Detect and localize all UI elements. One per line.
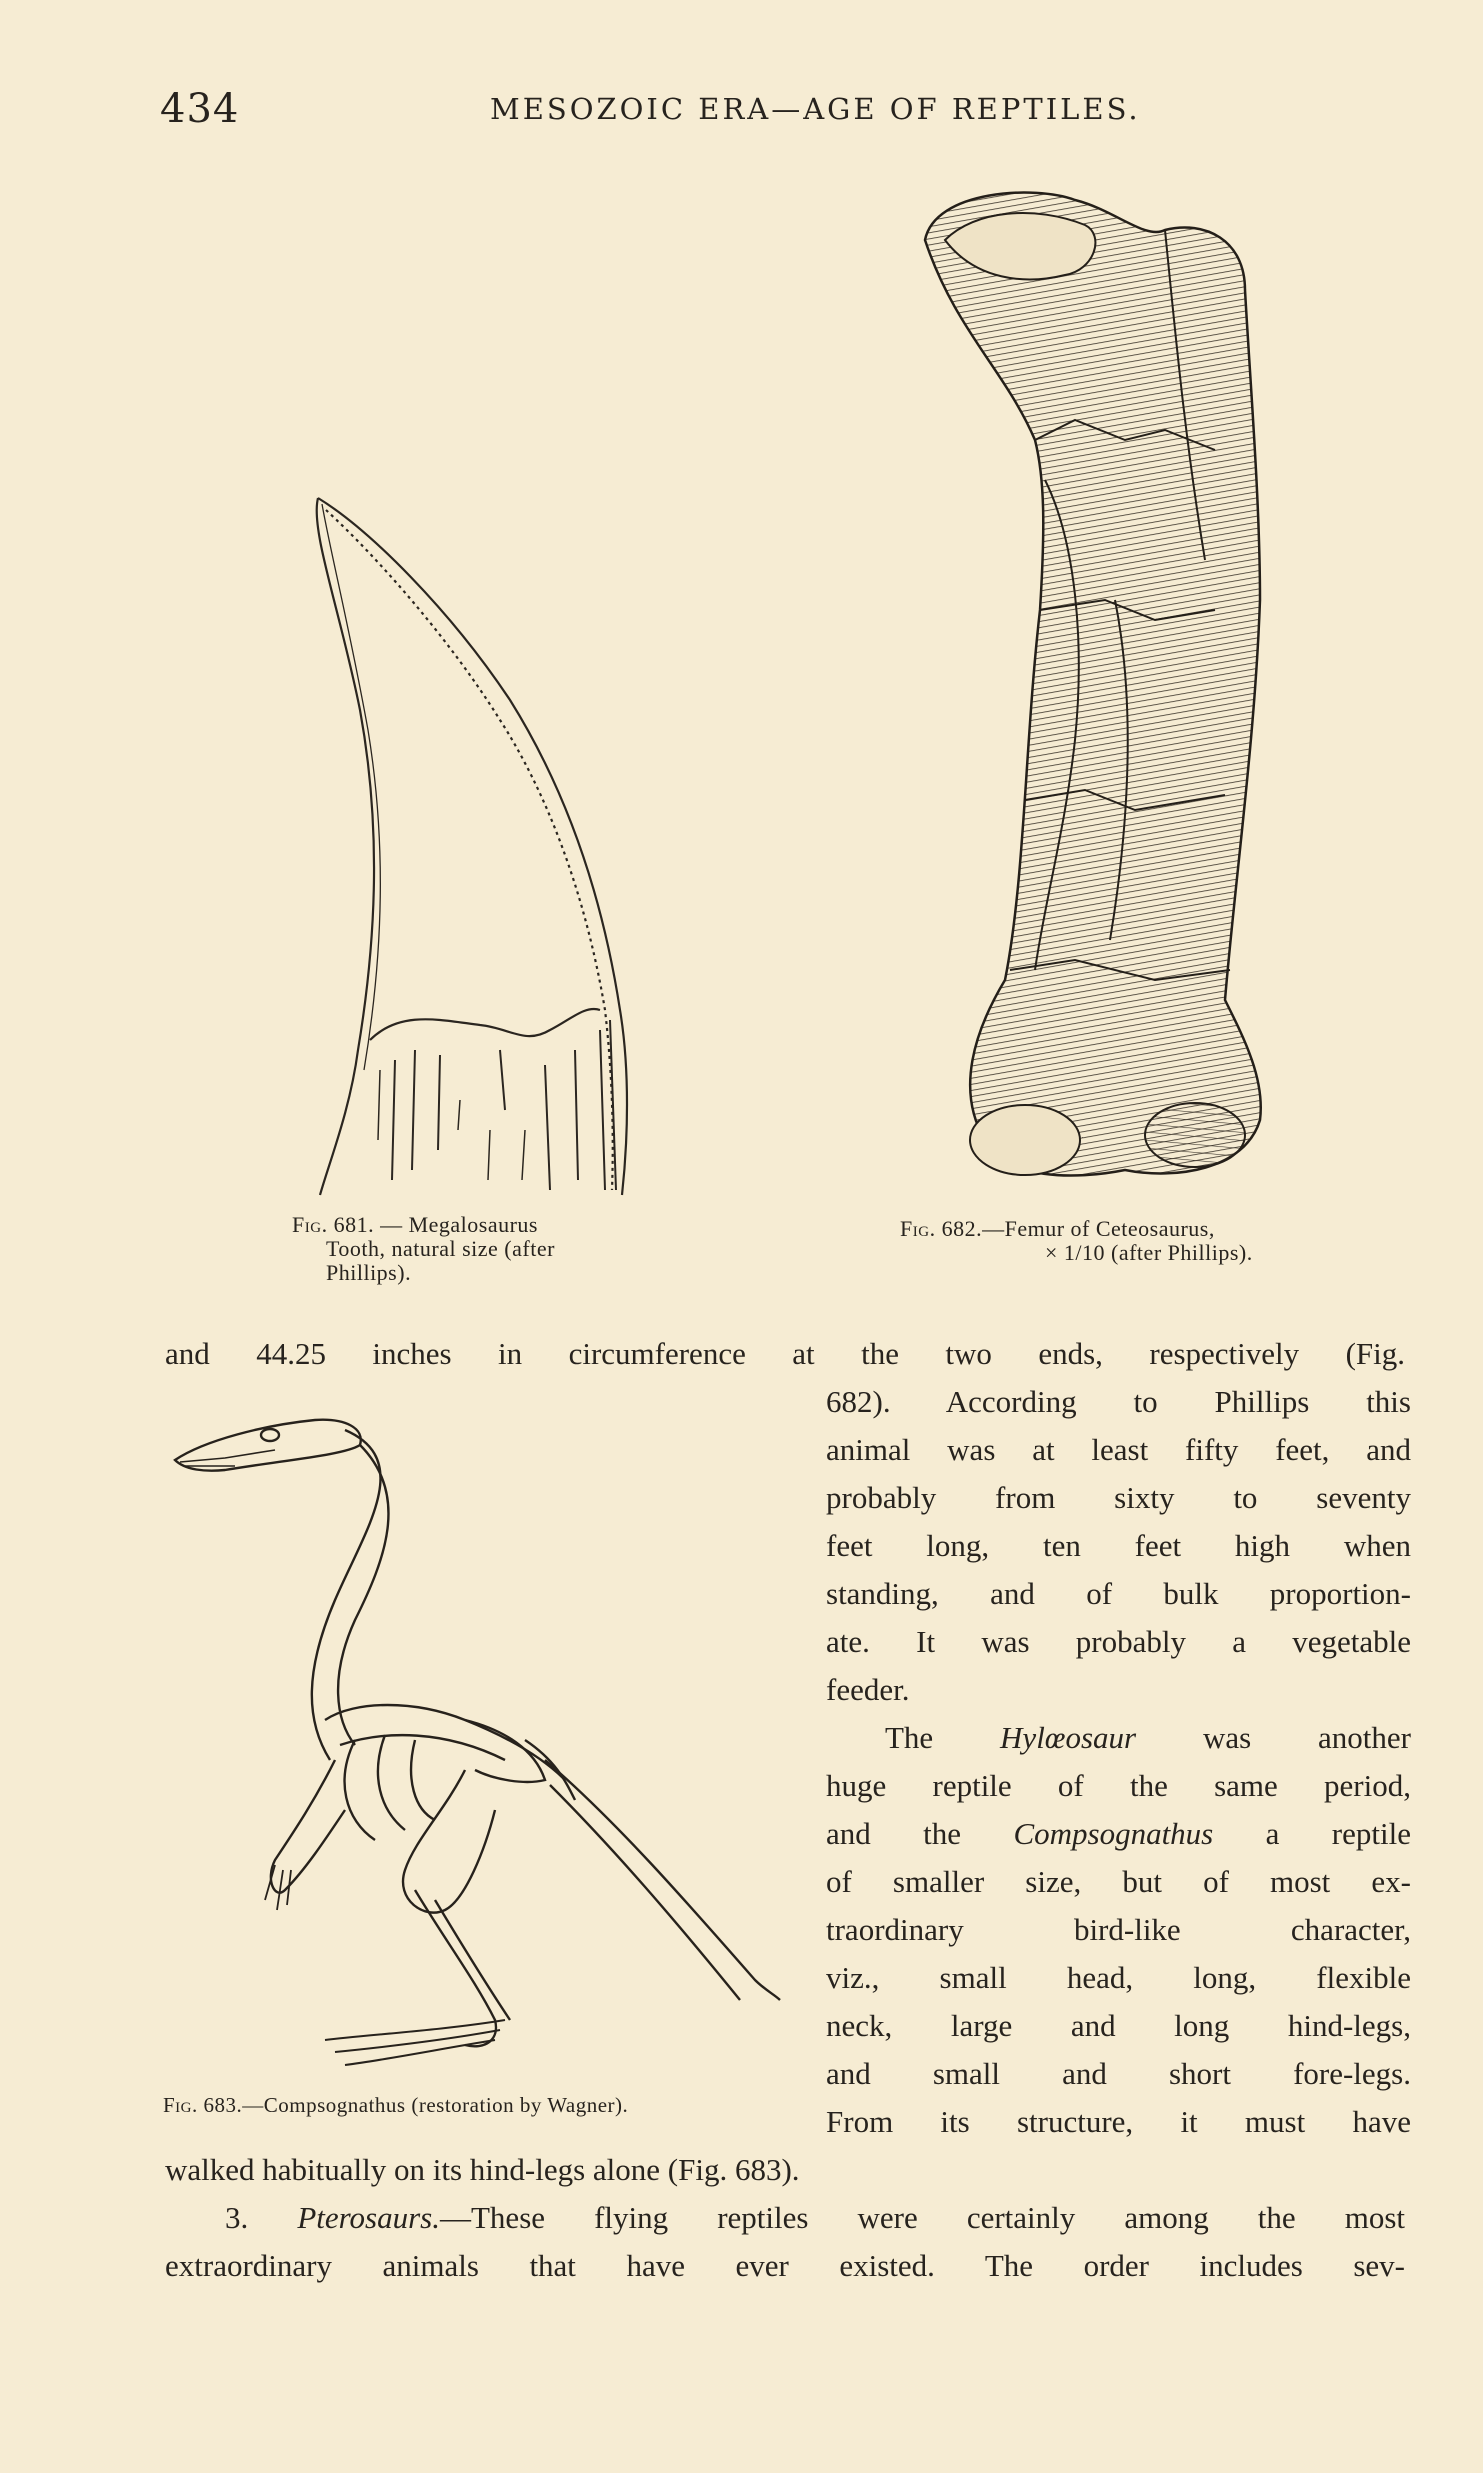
figure-683-caption	[163, 2093, 803, 2117]
figure-683-caption-text: —Compsognathus (restoration by Wagner).	[242, 2093, 629, 2117]
text-line: 3. Pterosaurs.—These flying reptiles were certainly among the most	[225, 2200, 1406, 2235]
running-title: MESOZOIC ERA—AGE OF REPTILES.	[490, 92, 1141, 126]
text-line: The Hylœosaur was another	[885, 1720, 1411, 1755]
text-line: extraordinary animals that have ever existed. The order includes sev-	[165, 2248, 1405, 2283]
compsognathus-term: Compsognathus	[1013, 1816, 1214, 1851]
text-line: standing, and of bulk proportion-	[826, 1576, 1411, 1611]
text-line: feeder.	[826, 1672, 910, 1707]
text-line: traordinary bird-like character,	[826, 1912, 1411, 1947]
figure-682-label: Fig. 682.	[900, 1216, 983, 1241]
figure-681-label: Fig. 681.	[292, 1212, 375, 1237]
text-line: huge reptile of the same period,	[826, 1768, 1411, 1803]
figure-682-caption-line1: —Femur of Ceteosaurus,	[982, 1216, 1215, 1241]
text-line: of smaller size, but of most ex-	[826, 1864, 1411, 1899]
text-line: walked habitually on its hind-legs alone (Fig. 683).	[165, 2152, 800, 2187]
figure-682-caption-line2: × 1/10 (after Phillips).	[1045, 1240, 1253, 1265]
page-number: 434	[160, 86, 240, 132]
figure-681-caption	[292, 1213, 632, 1285]
text-line: and 44.25 inches in circumference at the two ends, respectively (Fig.	[165, 1336, 1405, 1371]
figure-683-label: Fig. 683.	[163, 2093, 243, 2117]
text-line: ate. It was probably a vegetable	[826, 1624, 1411, 1659]
text-line: feet long, ten feet high when	[826, 1528, 1411, 1563]
text-line: and small and short fore-legs.	[826, 2056, 1411, 2091]
text-line: probably from sixty to seventy	[826, 1480, 1411, 1515]
pterosaurs-heading: Pterosaurs.	[297, 2200, 440, 2235]
figure-681-caption-line2: Tooth, natural size (after	[326, 1236, 555, 1261]
megalosaurus-tooth-illustration	[300, 490, 640, 1200]
text-line: viz., small head, long, flexible	[826, 1960, 1411, 1995]
text-line: animal was at least fifty feet, and	[826, 1432, 1411, 1467]
figure-681-caption-line1: — Megalosaurus	[380, 1212, 538, 1237]
figure-681-caption-line3: Phillips).	[326, 1260, 412, 1285]
text-line: and the Compsognathus a reptile	[826, 1816, 1411, 1851]
text-line: neck, large and long hind-legs,	[826, 2008, 1411, 2043]
compsognathus-skeleton-illustration	[165, 1400, 785, 2090]
figure-682-caption	[900, 1217, 1320, 1265]
hylaeosaur-term: Hylœosaur	[1000, 1720, 1137, 1755]
ceteosaurus-femur-illustration	[915, 180, 1285, 1210]
text-line: 682). According to Phillips this	[826, 1384, 1411, 1419]
text-line: From its structure, it must have	[826, 2104, 1411, 2139]
